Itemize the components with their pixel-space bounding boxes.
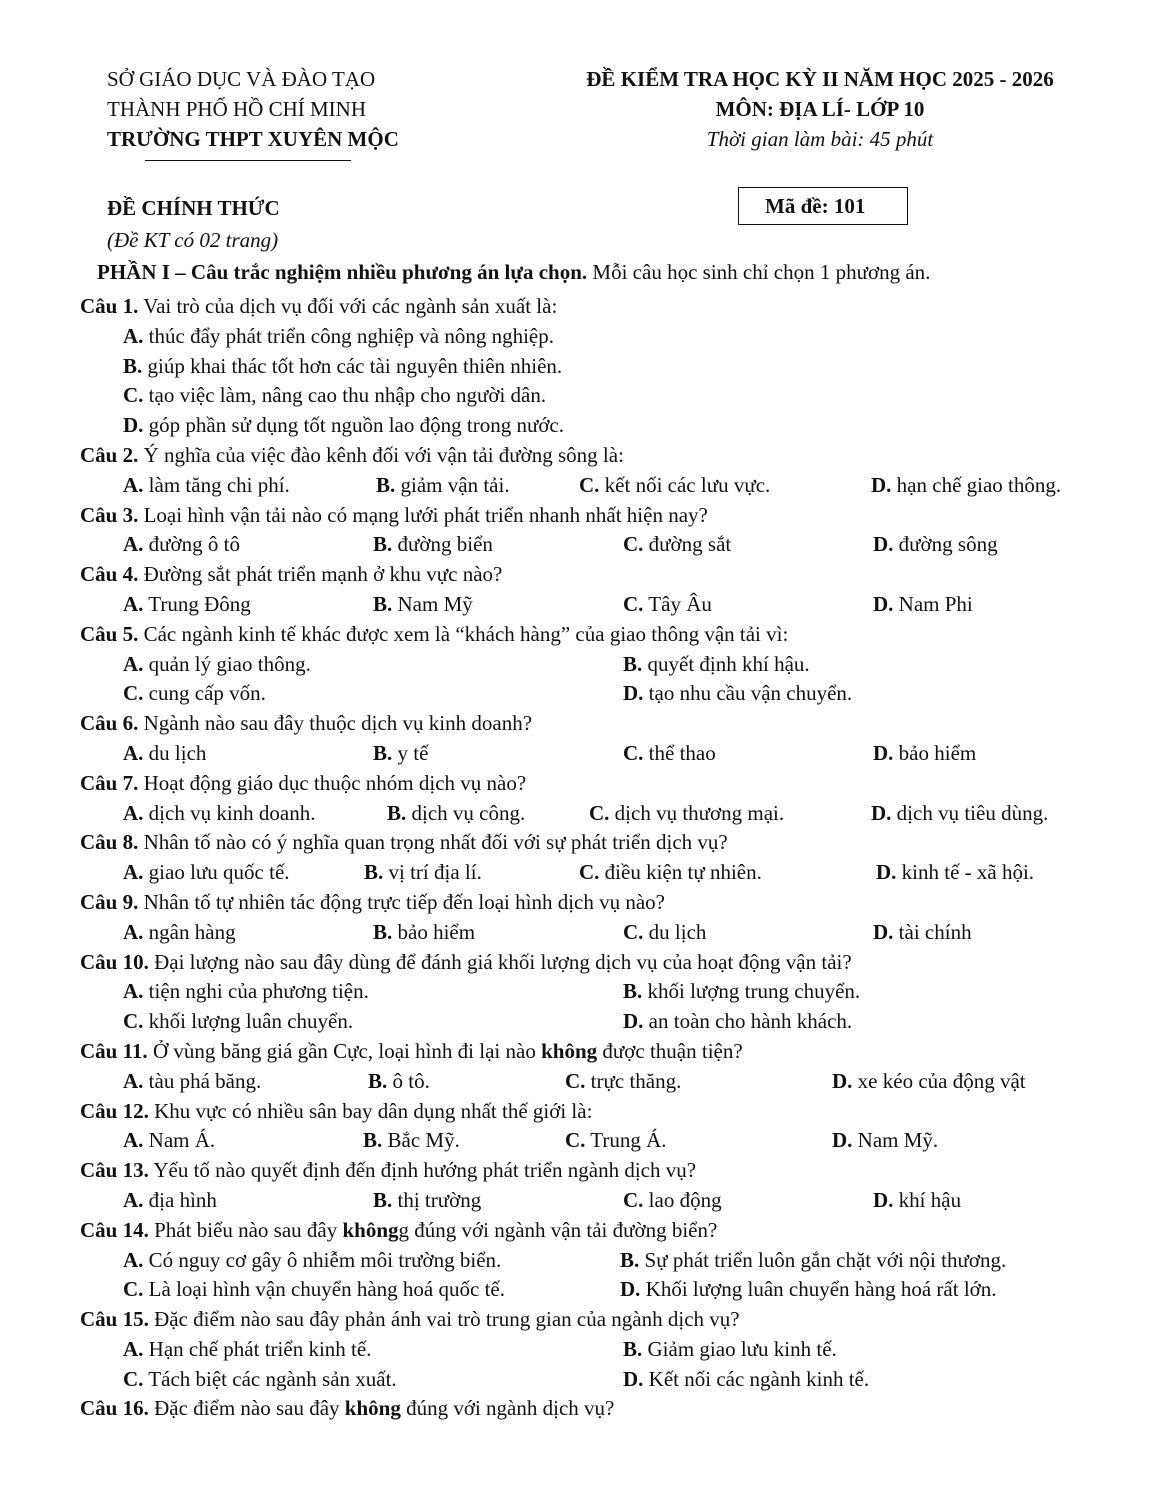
option-key: B. bbox=[373, 740, 393, 765]
question-emphasis: không bbox=[342, 1217, 399, 1242]
subject-line: MÔN: ĐỊA LÍ- LỚP 10 bbox=[715, 97, 925, 121]
option-text: Là loại hình vận chuyển hàng hoá quốc tế. bbox=[143, 1277, 505, 1302]
answer-option bbox=[623, 1007, 852, 1037]
answer-option bbox=[123, 739, 206, 769]
question-number: Câu 13. bbox=[80, 1158, 149, 1183]
answer-option bbox=[376, 471, 510, 501]
option-key: C. bbox=[123, 681, 144, 706]
option-text: làm tăng chi phí. bbox=[143, 472, 290, 497]
option-key: C. bbox=[589, 800, 610, 825]
option-key: B. bbox=[364, 860, 384, 885]
header-right bbox=[560, 64, 1080, 154]
option-key: A. bbox=[123, 740, 144, 765]
option-row bbox=[80, 858, 1120, 888]
answer-option bbox=[363, 1126, 460, 1156]
question-number: Câu 14. bbox=[80, 1217, 149, 1242]
option-row bbox=[80, 1365, 1120, 1395]
question-text: đúng với ngành dịch vụ? bbox=[400, 1396, 615, 1421]
option-row bbox=[80, 918, 1120, 948]
answer-option bbox=[123, 1335, 371, 1365]
option-row bbox=[80, 1186, 1120, 1216]
option-text: y tế bbox=[392, 740, 429, 765]
question-emphasis: không bbox=[344, 1396, 401, 1421]
option-text: dịch vụ công. bbox=[406, 800, 526, 825]
question-stem bbox=[80, 948, 1120, 978]
option-row bbox=[80, 352, 1120, 382]
option-key: D. bbox=[832, 1128, 853, 1153]
pages-note: (Đề KT có 02 trang) bbox=[107, 228, 279, 252]
answer-option bbox=[620, 1275, 997, 1305]
answer-option bbox=[832, 1067, 1026, 1097]
question-text: Nhân tố nào có ý nghĩa quan trọng nhất đối với sự phát triển dịch vụ? bbox=[138, 830, 728, 855]
question-number: Câu 2. bbox=[80, 442, 139, 467]
option-key: B. bbox=[363, 1128, 383, 1153]
city-name: THÀNH PHỐ HỒ CHÍ MINH bbox=[107, 97, 366, 121]
answer-option bbox=[123, 650, 311, 680]
question-text: Ở vùng băng giá gần Cực, loại hình đi lại nào bbox=[147, 1038, 542, 1063]
question-text: Loại hình vận tải nào có mạng lưới phát triển nhanh nhất hiện nay? bbox=[138, 502, 708, 527]
option-text: hạn chế giao thông. bbox=[891, 472, 1062, 497]
question-stem bbox=[80, 1037, 1120, 1067]
question-number: Câu 3. bbox=[80, 502, 139, 527]
question-stem bbox=[80, 1394, 1120, 1424]
answer-option bbox=[123, 411, 564, 441]
option-text: Nam Mỹ. bbox=[852, 1128, 939, 1153]
option-text: tài chính bbox=[893, 919, 972, 944]
option-key: A. bbox=[123, 472, 144, 497]
question-number: Câu 15. bbox=[80, 1307, 149, 1332]
answer-option bbox=[123, 1126, 215, 1156]
option-text: Nam Á. bbox=[143, 1128, 216, 1153]
option-text: Tách biệt các ngành sản xuất. bbox=[143, 1366, 397, 1391]
option-key: D. bbox=[832, 1068, 853, 1093]
answer-option bbox=[123, 1067, 261, 1097]
option-text: đường sắt bbox=[643, 532, 732, 557]
option-text: tạo nhu cầu vận chuyển. bbox=[643, 681, 853, 706]
option-text: dịch vụ kinh doanh. bbox=[143, 800, 316, 825]
question-text: Đại lượng nào sau đây dùng để đánh giá khối lượng dịch vụ của hoạt động vận tải? bbox=[148, 949, 852, 974]
question-stem bbox=[80, 560, 1120, 590]
option-text: Có nguy cơ gây ô nhiễm môi trường biển. bbox=[143, 1247, 502, 1272]
option-text: góp phần sử dụng tốt nguồn lao động trong nước. bbox=[143, 413, 565, 438]
question-stem bbox=[80, 828, 1120, 858]
answer-option bbox=[873, 590, 973, 620]
option-key: B. bbox=[623, 651, 643, 676]
question-number: Câu 12. bbox=[80, 1098, 149, 1123]
question-number: Câu 1. bbox=[80, 294, 139, 318]
option-key: C. bbox=[565, 1128, 586, 1153]
exam-title: ĐỀ KIỂM TRA HỌC KỲ II NĂM HỌC 2025 - 2026 bbox=[586, 67, 1054, 91]
answer-option bbox=[123, 858, 290, 888]
question-stem bbox=[80, 1216, 1120, 1246]
option-text: khí hậu bbox=[893, 1187, 962, 1212]
option-row bbox=[80, 322, 1120, 352]
answer-option bbox=[623, 1335, 837, 1365]
option-key: C. bbox=[123, 383, 144, 408]
option-key: B. bbox=[620, 1247, 640, 1272]
answer-option bbox=[373, 530, 493, 560]
answer-option bbox=[123, 918, 236, 948]
option-row bbox=[80, 977, 1120, 1007]
option-text: vị trí địa lí. bbox=[383, 860, 482, 885]
answer-option bbox=[123, 322, 554, 352]
question-number: Câu 7. bbox=[80, 770, 139, 795]
option-text: Trung Đông bbox=[143, 591, 251, 616]
option-key: D. bbox=[876, 860, 897, 885]
answer-option bbox=[871, 471, 1061, 501]
question-text: Hoạt động giáo dục thuộc nhóm dịch vụ nào? bbox=[138, 770, 527, 795]
question-stem bbox=[80, 1305, 1120, 1335]
option-row bbox=[80, 471, 1120, 501]
option-key: B. bbox=[368, 1068, 388, 1093]
option-row bbox=[80, 799, 1120, 829]
option-key: D. bbox=[123, 413, 144, 438]
option-key: A. bbox=[123, 1336, 144, 1361]
option-key: C. bbox=[123, 1277, 144, 1302]
part1-title: PHẦN I – Câu trắc nghiệm nhiều phương án lựa chọn. bbox=[97, 260, 588, 284]
dept-name: SỞ GIÁO DỤC VÀ ĐÀO TẠO bbox=[107, 67, 376, 91]
option-row bbox=[80, 590, 1120, 620]
question-emphasis: không bbox=[541, 1038, 598, 1063]
question-number: Câu 6. bbox=[80, 711, 139, 736]
answer-option bbox=[123, 352, 562, 382]
answer-option bbox=[123, 679, 266, 709]
option-text: Nam Phi bbox=[893, 591, 973, 616]
answer-option bbox=[873, 918, 972, 948]
question-number: Câu 11. bbox=[80, 1038, 148, 1063]
option-key: D. bbox=[873, 532, 894, 557]
question-stem bbox=[80, 1156, 1120, 1186]
option-key: D. bbox=[873, 1187, 894, 1212]
option-text: Kết nối các ngành kinh tế. bbox=[643, 1366, 870, 1391]
option-row bbox=[80, 1007, 1120, 1037]
option-key: D. bbox=[871, 472, 892, 497]
option-text: thị trường bbox=[392, 1187, 482, 1212]
option-key: D. bbox=[873, 591, 894, 616]
option-text: giảm vận tải. bbox=[395, 472, 510, 497]
header-left bbox=[107, 64, 399, 154]
option-text: ngân hàng bbox=[143, 919, 236, 944]
option-row bbox=[80, 1067, 1120, 1097]
question-text: Ý nghĩa của việc đào kênh đối với vận tải đường sông là: bbox=[138, 442, 624, 467]
answer-option bbox=[368, 1067, 430, 1097]
answer-option bbox=[373, 739, 428, 769]
option-key: B. bbox=[623, 979, 643, 1004]
official-label: ĐỀ CHÍNH THỨC bbox=[107, 196, 280, 220]
answer-option bbox=[565, 1126, 667, 1156]
question-stem bbox=[80, 441, 1120, 471]
option-text: an toàn cho hành khách. bbox=[643, 1009, 853, 1034]
option-text: địa hình bbox=[143, 1187, 217, 1212]
answer-option bbox=[123, 977, 369, 1007]
option-text: Nam Mỹ bbox=[392, 591, 473, 616]
option-text: bảo hiểm bbox=[392, 919, 476, 944]
option-key: D. bbox=[871, 800, 892, 825]
option-text: Sự phát triển luôn gắn chặt với nội thương. bbox=[639, 1247, 1007, 1272]
question-stem bbox=[80, 501, 1120, 531]
option-row bbox=[80, 739, 1120, 769]
option-text: Khối lượng luân chuyển hàng hoá rất lớn. bbox=[640, 1277, 997, 1302]
answer-option bbox=[623, 1365, 869, 1395]
option-key: D. bbox=[623, 681, 644, 706]
question-number: Câu 10. bbox=[80, 949, 149, 974]
answer-option bbox=[123, 381, 546, 411]
option-key: C. bbox=[123, 1366, 144, 1391]
option-row bbox=[80, 530, 1120, 560]
answer-option bbox=[873, 739, 976, 769]
option-key: A. bbox=[123, 1068, 144, 1093]
question-text: Phát biểu nào sau đây bbox=[148, 1217, 343, 1242]
school-underline bbox=[145, 160, 351, 161]
option-row bbox=[80, 381, 1120, 411]
question-text: g đúng với ngành vận tải đường biển? bbox=[398, 1217, 718, 1242]
option-text: Hạn chế phát triển kinh tế. bbox=[143, 1336, 372, 1361]
answer-option bbox=[123, 1007, 353, 1037]
question-stem bbox=[80, 1097, 1120, 1127]
option-text: giúp khai thác tốt hơn các tài nguyên thiên nhiên. bbox=[142, 353, 563, 378]
option-text: bảo hiểm bbox=[893, 740, 977, 765]
question-text: Nhân tố tự nhiên tác động trực tiếp đến loại hình dịch vụ nào? bbox=[138, 889, 665, 914]
question-text: Đặc điểm nào sau đây phản ánh vai trò trung gian của ngành dịch vụ? bbox=[148, 1307, 740, 1332]
option-text: đường sông bbox=[893, 532, 998, 557]
answer-option bbox=[623, 918, 706, 948]
option-key: A. bbox=[123, 591, 144, 616]
option-text: giao lưu quốc tế. bbox=[143, 860, 290, 885]
part1-note: Mỗi câu học sinh chỉ chọn 1 phương án. bbox=[587, 260, 931, 284]
answer-option bbox=[123, 471, 290, 501]
question-number: Câu 8. bbox=[80, 830, 139, 855]
answer-option bbox=[620, 1246, 1006, 1276]
answer-option bbox=[871, 799, 1048, 829]
option-key: C. bbox=[123, 1009, 144, 1034]
option-text: xe kéo của động vật bbox=[852, 1068, 1026, 1093]
option-key: A. bbox=[123, 919, 144, 944]
option-key: C. bbox=[623, 740, 644, 765]
option-text: cung cấp vốn. bbox=[143, 681, 266, 706]
question-text: Đặc điểm nào sau đây bbox=[148, 1396, 345, 1421]
option-text: khối lượng trung chuyển. bbox=[642, 979, 861, 1004]
answer-option bbox=[123, 1365, 397, 1395]
option-key: B. bbox=[123, 353, 143, 378]
question-text: Khu vực có nhiều sân bay dân dụng nhất thế giới là: bbox=[148, 1098, 593, 1123]
option-key: A. bbox=[123, 860, 144, 885]
answer-option bbox=[589, 799, 784, 829]
answer-option bbox=[123, 799, 315, 829]
answer-option bbox=[623, 679, 852, 709]
option-row bbox=[80, 411, 1120, 441]
answer-option bbox=[123, 530, 240, 560]
answer-option bbox=[623, 650, 810, 680]
answer-option bbox=[123, 1246, 501, 1276]
question-list bbox=[80, 292, 1120, 1424]
option-text: du lịch bbox=[143, 740, 207, 765]
option-text: tạo việc làm, nâng cao thu nhập cho người dân. bbox=[143, 383, 547, 408]
option-key: A. bbox=[123, 800, 144, 825]
question-stem bbox=[80, 292, 1120, 322]
question-text: Vai trò của dịch vụ đối với các ngành sản xuất là: bbox=[138, 294, 558, 318]
school-name: TRƯỜNG THPT XUYÊN MỘC bbox=[107, 127, 399, 151]
question-number: Câu 9. bbox=[80, 889, 139, 914]
question-text: được thuận tiện? bbox=[597, 1038, 743, 1063]
answer-option bbox=[373, 590, 473, 620]
question-text: Ngành nào sau đây thuộc dịch vụ kinh doanh? bbox=[138, 711, 533, 736]
option-text: đường ô tô bbox=[143, 532, 240, 557]
question-text: Các ngành kinh tế khác được xem là “khách hàng” của giao thông vận tải vì: bbox=[138, 621, 789, 646]
part1-heading bbox=[97, 260, 930, 285]
option-text: trực thăng. bbox=[585, 1068, 682, 1093]
option-text: dịch vụ tiêu dùng. bbox=[891, 800, 1049, 825]
option-text: du lịch bbox=[643, 919, 707, 944]
answer-option bbox=[623, 590, 712, 620]
option-text: ô tô. bbox=[387, 1068, 430, 1093]
question-stem bbox=[80, 709, 1120, 739]
answer-option bbox=[387, 799, 525, 829]
option-text: quyết định khí hậu. bbox=[642, 651, 810, 676]
answer-option bbox=[373, 918, 475, 948]
option-text: kinh tế - xã hội. bbox=[896, 860, 1035, 885]
option-key: A. bbox=[123, 323, 144, 348]
option-text: Trung Á. bbox=[585, 1128, 667, 1153]
option-key: B. bbox=[376, 472, 396, 497]
option-row bbox=[80, 1246, 1120, 1276]
option-key: C. bbox=[623, 532, 644, 557]
option-key: A. bbox=[123, 532, 144, 557]
question-text: Yếu tố nào quyết định đến định hướng phát triển ngành dịch vụ? bbox=[148, 1158, 697, 1183]
option-key: B. bbox=[373, 532, 393, 557]
option-text: tiện nghi của phương tiện. bbox=[143, 979, 369, 1004]
question-number: Câu 16. bbox=[80, 1396, 149, 1421]
option-key: C. bbox=[623, 591, 644, 616]
option-text: kết nối các lưu vực. bbox=[599, 472, 771, 497]
option-key: D. bbox=[620, 1277, 641, 1302]
option-text: thể thao bbox=[643, 740, 716, 765]
question-number: Câu 4. bbox=[80, 562, 139, 587]
answer-option bbox=[579, 471, 770, 501]
option-row bbox=[80, 1275, 1120, 1305]
option-key: C. bbox=[579, 472, 600, 497]
option-key: B. bbox=[373, 1187, 393, 1212]
option-text: dịch vụ thương mại. bbox=[609, 800, 785, 825]
option-key: D. bbox=[623, 1009, 644, 1034]
option-text: quản lý giao thông. bbox=[143, 651, 311, 676]
option-key: C. bbox=[623, 1187, 644, 1212]
option-key: B. bbox=[373, 919, 393, 944]
option-text: điều kiện tự nhiên. bbox=[599, 860, 762, 885]
answer-option bbox=[123, 1186, 217, 1216]
question-stem bbox=[80, 888, 1120, 918]
option-key: A. bbox=[123, 1187, 144, 1212]
option-key: D. bbox=[873, 919, 894, 944]
answer-option bbox=[623, 530, 731, 560]
answer-option bbox=[623, 1186, 722, 1216]
option-key: A. bbox=[123, 1128, 144, 1153]
option-row bbox=[80, 650, 1120, 680]
option-key: C. bbox=[623, 919, 644, 944]
option-row bbox=[80, 679, 1120, 709]
option-key: C. bbox=[579, 860, 600, 885]
answer-option bbox=[873, 1186, 961, 1216]
option-key: D. bbox=[623, 1366, 644, 1391]
option-key: C. bbox=[565, 1068, 586, 1093]
question-number: Câu 5. bbox=[80, 621, 139, 646]
option-key: B. bbox=[387, 800, 407, 825]
option-text: tàu phá băng. bbox=[143, 1068, 262, 1093]
answer-option bbox=[832, 1126, 938, 1156]
answer-option bbox=[373, 1186, 481, 1216]
option-text: Tây Âu bbox=[643, 591, 712, 616]
option-key: A. bbox=[123, 1247, 144, 1272]
option-text: khối lượng luân chuyển. bbox=[143, 1009, 354, 1034]
option-key: A. bbox=[123, 651, 144, 676]
option-key: B. bbox=[623, 1336, 643, 1361]
answer-option bbox=[876, 858, 1034, 888]
exam-code-box: Mã đề: 101 bbox=[738, 187, 908, 225]
answer-option bbox=[623, 977, 860, 1007]
option-text: thúc đẩy phát triển công nghiệp và nông nghiệp. bbox=[143, 323, 554, 348]
answer-option bbox=[123, 1275, 505, 1305]
answer-option bbox=[623, 739, 716, 769]
question-stem bbox=[80, 769, 1120, 799]
option-row bbox=[80, 1126, 1120, 1156]
time-line: Thời gian làm bài: 45 phút bbox=[706, 127, 934, 151]
option-row bbox=[80, 1335, 1120, 1365]
question-text: Đường sắt phát triển mạnh ở khu vực nào? bbox=[138, 562, 503, 587]
question-stem bbox=[80, 620, 1120, 650]
answer-option bbox=[579, 858, 762, 888]
option-text: lao động bbox=[643, 1187, 722, 1212]
answer-option bbox=[873, 530, 998, 560]
option-text: đường biển bbox=[392, 532, 493, 557]
option-key: B. bbox=[373, 591, 393, 616]
answer-option bbox=[364, 858, 482, 888]
option-text: Giảm giao lưu kinh tế. bbox=[642, 1336, 837, 1361]
answer-option bbox=[123, 590, 251, 620]
option-key: D. bbox=[873, 740, 894, 765]
option-text: Bắc Mỹ. bbox=[382, 1128, 460, 1153]
answer-option bbox=[565, 1067, 681, 1097]
option-key: A. bbox=[123, 979, 144, 1004]
